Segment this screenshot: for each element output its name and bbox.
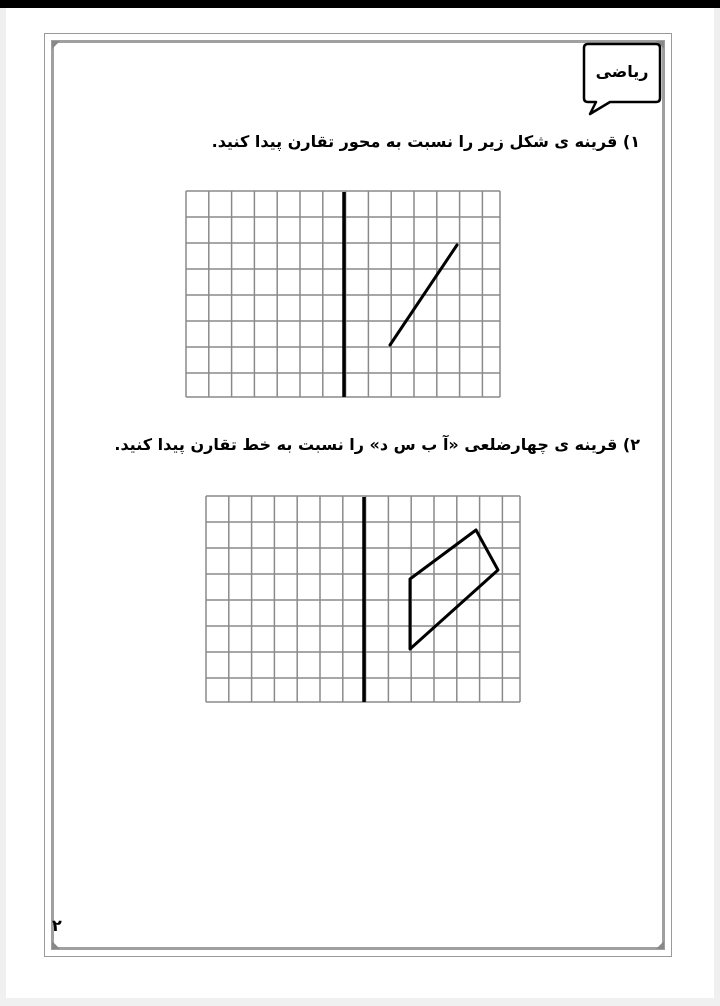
corner-ornament bbox=[52, 41, 60, 49]
grid-question-1 bbox=[184, 189, 502, 399]
question-number: ۱) bbox=[622, 132, 640, 151]
corner-ornament bbox=[656, 941, 664, 949]
question-text: قرینه ی شکل زیر را نسبت به محور تقارن پیدا کنید. bbox=[211, 132, 618, 151]
corner-ornament bbox=[52, 941, 60, 949]
subject-title: ریاضی bbox=[595, 62, 649, 81]
top-bar bbox=[0, 0, 720, 8]
question-number: ۲) bbox=[622, 435, 640, 454]
page-number: ۲ bbox=[52, 916, 62, 935]
question-text: قرینه ی چهارضلعی «آ ب س د» را نسبت به خط تقارن پیدا کنید. bbox=[114, 435, 618, 454]
question-1 bbox=[212, 132, 640, 151]
grid-question-2 bbox=[204, 494, 522, 704]
question-2 bbox=[114, 435, 640, 454]
